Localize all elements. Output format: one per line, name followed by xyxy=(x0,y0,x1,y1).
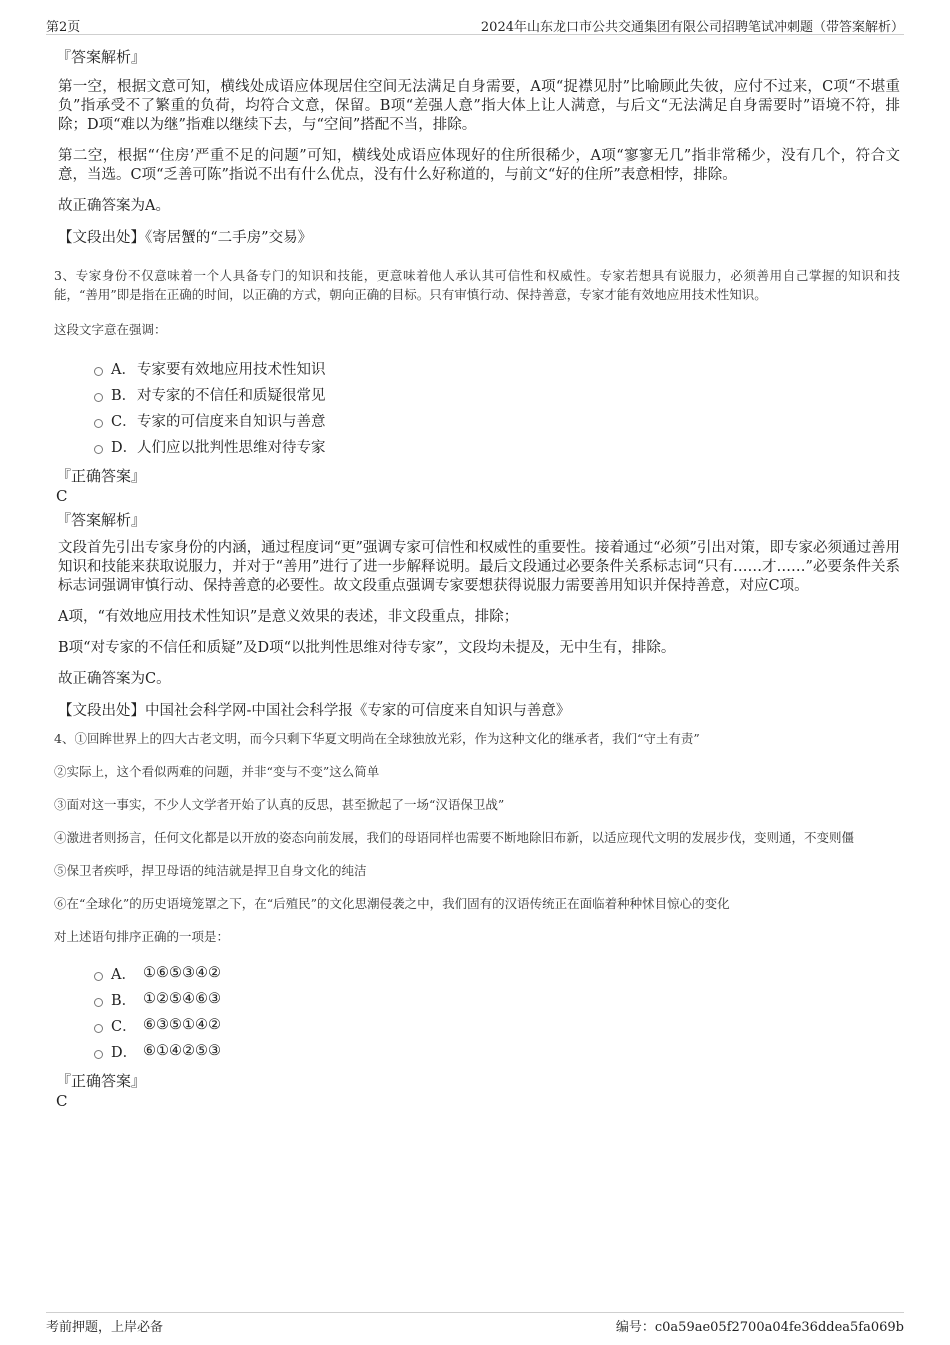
footer-slogan: 考前押题，上岸必备 xyxy=(46,1320,164,1335)
radio-icon[interactable] xyxy=(94,445,103,454)
source-citation: 【文段出处】《寄居蟹的“二手房”交易》 xyxy=(58,230,313,246)
sentence-4: ④激进者则扬言，任何文化都是以开放的姿态向前发展，我们的母语同样也需要不断地除旧布新，以适应现代文明的发展步伐，变则通，不变则僵 xyxy=(54,830,855,845)
option-text: 专家要有效地应用技术性知识 xyxy=(137,361,326,378)
option-text: ①②⑤④⑥③ xyxy=(143,991,221,1007)
analysis-paragraph: B项“对专家的不信任和质疑”及D项“以批判性思维对待专家”，文段均未提及，无中生有，排除。 xyxy=(58,640,676,656)
analysis-paragraph: 文段首先引出专家身份的内涵，通过程度词“更”强调专家可信性和权威性的重要性。接着通过“必须”引出对策，即专家必须通过善用知识和技能来获取说服力，并对于“善用”进行了进一步解释说明。最后文段通过必要条件关系标志词“只有……才……”必要条件关系标志词强调审慎行动、保持善意的必要性。故文段重点强调专家要想获得说服力需要善用知识并保持善意，对应C项。 xyxy=(58,540,900,594)
question-3-options xyxy=(94,355,900,459)
correct-answer-label: 『正确答案』 xyxy=(56,1072,147,1090)
radio-icon[interactable] xyxy=(94,419,103,428)
option-a[interactable]: A． 专家要有效地应用技术性知识 xyxy=(94,355,900,381)
question-3-prompt: 这段文字意在强调： xyxy=(54,322,167,337)
source-citation: 【文段出处】中国社会科学网-中国社会科学报《专家的可信度来自知识与善意》 xyxy=(58,703,571,719)
question-3-text: 3、专家身份不仅意味着一个人具备专门的知识和技能，更意味着他人承认其可信性和权威性。专家若想具有说服力，必须善用自己掌握的知识和技能，“善用”即是指在正确的时间，以正确的方式，朝向正确的目标。只有审慎行动、保持善意，专家才能有效地应用技术性知识。 xyxy=(54,268,900,302)
question-4-text: 4、①回眸世界上的四大古老文明，而今只剩下华夏文明尚在全球独放光彩，作为这种文化的继承者，我们“守土有责” xyxy=(54,731,700,746)
sentence-2: ②实际上，这个看似两难的问题，并非“变与不变”这么简单 xyxy=(54,764,380,779)
radio-icon[interactable] xyxy=(94,998,103,1007)
option-text: ⑥①④②⑤③ xyxy=(143,1043,221,1059)
radio-icon[interactable] xyxy=(94,1050,103,1059)
document-title: 2024年山东龙口市公共交通集团有限公司招聘笔试冲刺题（带答案解析） xyxy=(480,20,904,35)
analysis-label: 『答案解析』 xyxy=(56,511,147,529)
page-number: 第2页 xyxy=(46,20,81,35)
analysis-paragraph: 第一空，根据文意可知，横线处成语应体现居住空间无法满足自身需要，A项“捉襟见肘”比喻顾此失彼，应付不过来，C项“不堪重负”指承受不了繁重的负荷，均符合文意，保留。B项“差强人意”指大体上让人满意，与后文“无法满足自身需要时”语境不符，排除；D项“难以为继”指难以继续下去，与“空间”搭配不当，排除。 xyxy=(58,79,900,133)
analysis-conclusion: 故正确答案为A。 xyxy=(58,198,170,214)
option-text: ①⑥⑤③④② xyxy=(143,965,221,981)
option-b[interactable]: B． 对专家的不信任和质疑很常见 xyxy=(94,381,900,407)
option-text: 人们应以批判性思维对待专家 xyxy=(137,439,326,456)
page-content xyxy=(52,46,900,1114)
radio-icon[interactable] xyxy=(94,972,103,981)
correct-answer-label: 『正确答案』 xyxy=(56,467,147,485)
option-a[interactable]: A． ①⑥⑤③④② xyxy=(94,960,900,986)
option-c[interactable]: C． ⑥③⑤①④② xyxy=(94,1012,900,1038)
analysis-conclusion: 故正确答案为C。 xyxy=(58,671,171,687)
question-4-prompt: 对上述语句排序正确的一项是： xyxy=(54,929,230,944)
page-footer xyxy=(46,1312,904,1333)
analysis-label: 『答案解析』 xyxy=(56,48,147,66)
sentence-5: ⑤保卫者疾呼，捍卫母语的纯洁就是捍卫自身文化的纯洁 xyxy=(54,863,367,878)
radio-icon[interactable] xyxy=(94,367,103,376)
option-c[interactable]: C． 专家的可信度来自知识与善意 xyxy=(94,407,900,433)
option-text: ⑥③⑤①④② xyxy=(143,1017,221,1033)
analysis-paragraph: 第二空，根据“‘住房’严重不足的问题”可知，横线处成语应体现好的住所很稀少，A项“寥寥无几”指非常稀少，没有几个，符合文意，当选。C项“乏善可陈”指说不出有什么优点，没有什么好称道的，与前文“好的住所”表意相悖，排除。 xyxy=(58,148,900,183)
correct-answer-value: C xyxy=(56,487,68,505)
question-4-options xyxy=(94,960,900,1064)
radio-icon[interactable] xyxy=(94,393,103,402)
option-b[interactable]: B． ①②⑤④⑥③ xyxy=(94,986,900,1012)
analysis-paragraph: A项，“有效地应用技术性知识”是意义效果的表述，非文段重点，排除； xyxy=(58,609,519,625)
option-d[interactable]: D． 人们应以批判性思维对待专家 xyxy=(94,433,900,459)
option-text: 对专家的不信任和质疑很常见 xyxy=(137,387,326,404)
option-text: 专家的可信度来自知识与善意 xyxy=(137,413,326,430)
radio-icon[interactable] xyxy=(94,1024,103,1033)
option-d[interactable]: D． ⑥①④②⑤③ xyxy=(94,1038,900,1064)
document-id: 编号：c0a59ae05f2700a04fe36ddea5fa069b xyxy=(615,1320,904,1335)
sentence-3: ③面对这一事实，不少人文学者开始了认真的反思，甚至掀起了一场“汉语保卫战” xyxy=(54,797,505,812)
sentence-6: ⑥在“全球化”的历史语境笼罩之下，在“后殖民”的文化思潮侵袭之中，我们固有的汉语传统正在面临着种种怵目惊心的变化 xyxy=(54,896,730,911)
page-header xyxy=(46,14,904,35)
correct-answer-value: C xyxy=(56,1092,68,1110)
